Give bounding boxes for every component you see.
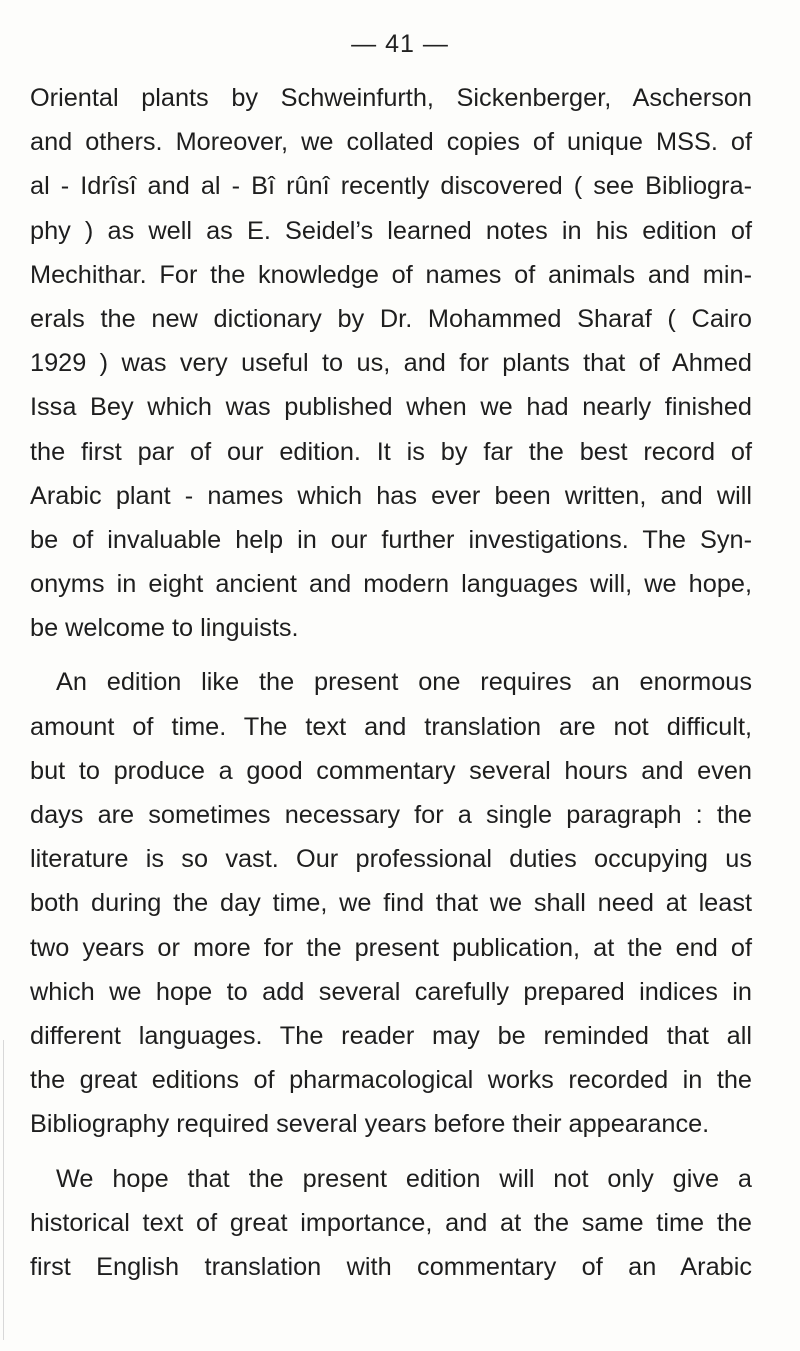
text-line: Arabic plant - names which has ever been written, and will [30,481,752,510]
text-line: amount of time. The text and translation are not difficult, [30,712,752,741]
text-line: al - Idrîsî and al - Bî rûnî recently discovered ( see Bibliogra- [30,172,752,201]
text-line: first English translation with commentary of an Arabic [30,1252,752,1281]
paragraph-1 [30,76,752,650]
text-line: both during the day time, we find that we shall need at least [30,889,752,918]
text-line: days are sometimes necessary for a single paragraph : the [30,801,752,829]
text-line: 1929 ) was very useful to us, and for plants that of Ahmed [30,349,752,378]
text-line: literature is so vast. Our professional duties occupying us [30,845,752,874]
paragraph-2 [30,660,752,1146]
body-text [30,76,752,1289]
text-line: but to produce a good commentary several hours and even [30,756,752,785]
text-line: Issa Bey which was published when we had nearly finished [30,393,752,422]
paragraph-3 [30,1157,752,1290]
text-line: Mechithar. For the knowledge of names of animals and min- [30,260,752,289]
text-line: be of invaluable help in our further investigations. The Syn- [30,525,752,554]
text-line: which we hope to add several carefully prepared indices in [30,977,752,1006]
text-line: two years or more for the present publication, at the end of [30,933,752,962]
text-line: phy ) as well as E. Seidel’s learned notes in his edition of [30,216,752,245]
text-line: Bibliography required several years before their appearance. [30,1110,710,1139]
text-line: be welcome to linguists. [30,614,299,643]
text-line: historical text of great importance, and at the same time the [30,1208,752,1237]
text-line: Oriental plants by Schweinfurth, Sickenberger, Ascherson [30,84,752,112]
text-line: the first par of our edition. It is by far the best record of [30,437,752,466]
text-line: the great editions of pharmacological works recorded in the [30,1066,752,1095]
text-line: different languages. The reader may be reminded that all [30,1021,752,1050]
scan-edge-line [3,1040,4,1340]
text-line: erals the new dictionary by Dr. Mohammed Sharaf ( Cairo [30,304,752,333]
text-line: An edition like the present one requires an enormous [56,668,752,697]
text-line: and others. Moreover, we collated copies of unique MSS. of [30,128,752,157]
page-number: — 41 — [351,30,449,58]
paragraph-gap [30,1147,752,1157]
text-line: We hope that the present edition will not only give a [56,1164,752,1193]
paragraph-gap [30,650,752,660]
text-line: onyms in eight ancient and modern languages will, we hope, [30,570,752,599]
